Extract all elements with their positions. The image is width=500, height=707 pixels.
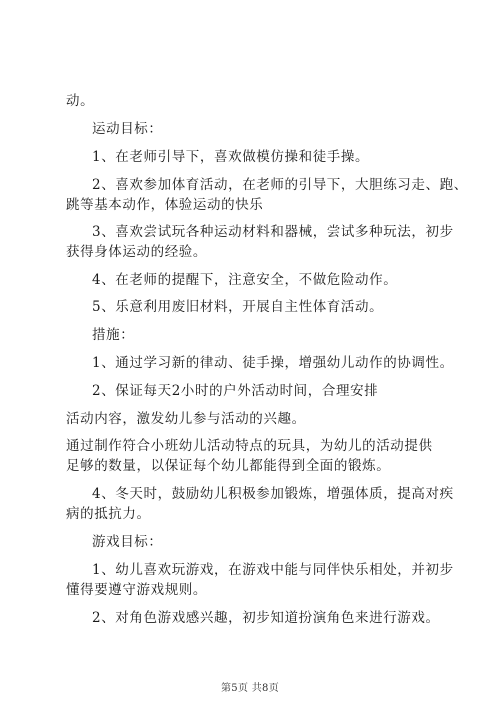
text-line: 1、在老师引导下，喜欢做模仿操和徒手操。 xyxy=(92,149,370,165)
text-line: 1、幼儿喜欢玩游戏，在游戏中能与同伴快乐相处，并初步 xyxy=(92,562,454,578)
text-line: 2、对角色游戏感兴趣，初步知道扮演角色来进行游戏。 xyxy=(92,610,440,626)
text-line: 懂得要遵守游戏规则。 xyxy=(66,582,207,598)
text-line: 2、保证每天2小时的户外活动时间，合理安排 xyxy=(92,383,379,399)
text-line: 4、在老师的提醒下，注意安全，不做危险动作。 xyxy=(92,272,398,288)
text-line: 运动目标： xyxy=(92,121,163,137)
text-line: 4、冬天时，鼓励幼儿积极参加锻炼，增强体质，提高对疾 xyxy=(92,486,454,502)
text-line: 3、喜欢尝试玩各种运动材料和器械，尝试多种玩法，初步 xyxy=(92,224,454,240)
text-line: 措施： xyxy=(92,327,135,343)
text-line: 动。 xyxy=(66,93,95,109)
text-line: 获得身体运动的经验。 xyxy=(66,244,207,260)
text-line: 5、乐意利用废旧材料，开展自主性体育活动。 xyxy=(92,299,384,315)
text-line: 游戏目标： xyxy=(92,534,163,550)
text-line: 病的抵抗力。 xyxy=(66,506,151,522)
text-line: 通过制作符合小班幼儿活动特点的玩具，为幼儿的活动提供 xyxy=(66,438,433,454)
text-line: 1、通过学习新的律动、徒手操，增强幼儿动作的协调性。 xyxy=(92,355,454,371)
text-line: 活动内容，激发幼儿参与活动的兴趣。 xyxy=(66,411,306,427)
text-line: 跳等基本动作，体验运动的快乐 xyxy=(66,197,264,213)
page-footer: 第5页 共8页 xyxy=(220,683,279,694)
text-line: 足够的数量，以保证每个幼儿都能得到全面的锻炼。 xyxy=(66,458,391,474)
text-line: 2、喜欢参加体育活动，在老师的引导下，大胆练习走、跑、 xyxy=(92,177,468,193)
